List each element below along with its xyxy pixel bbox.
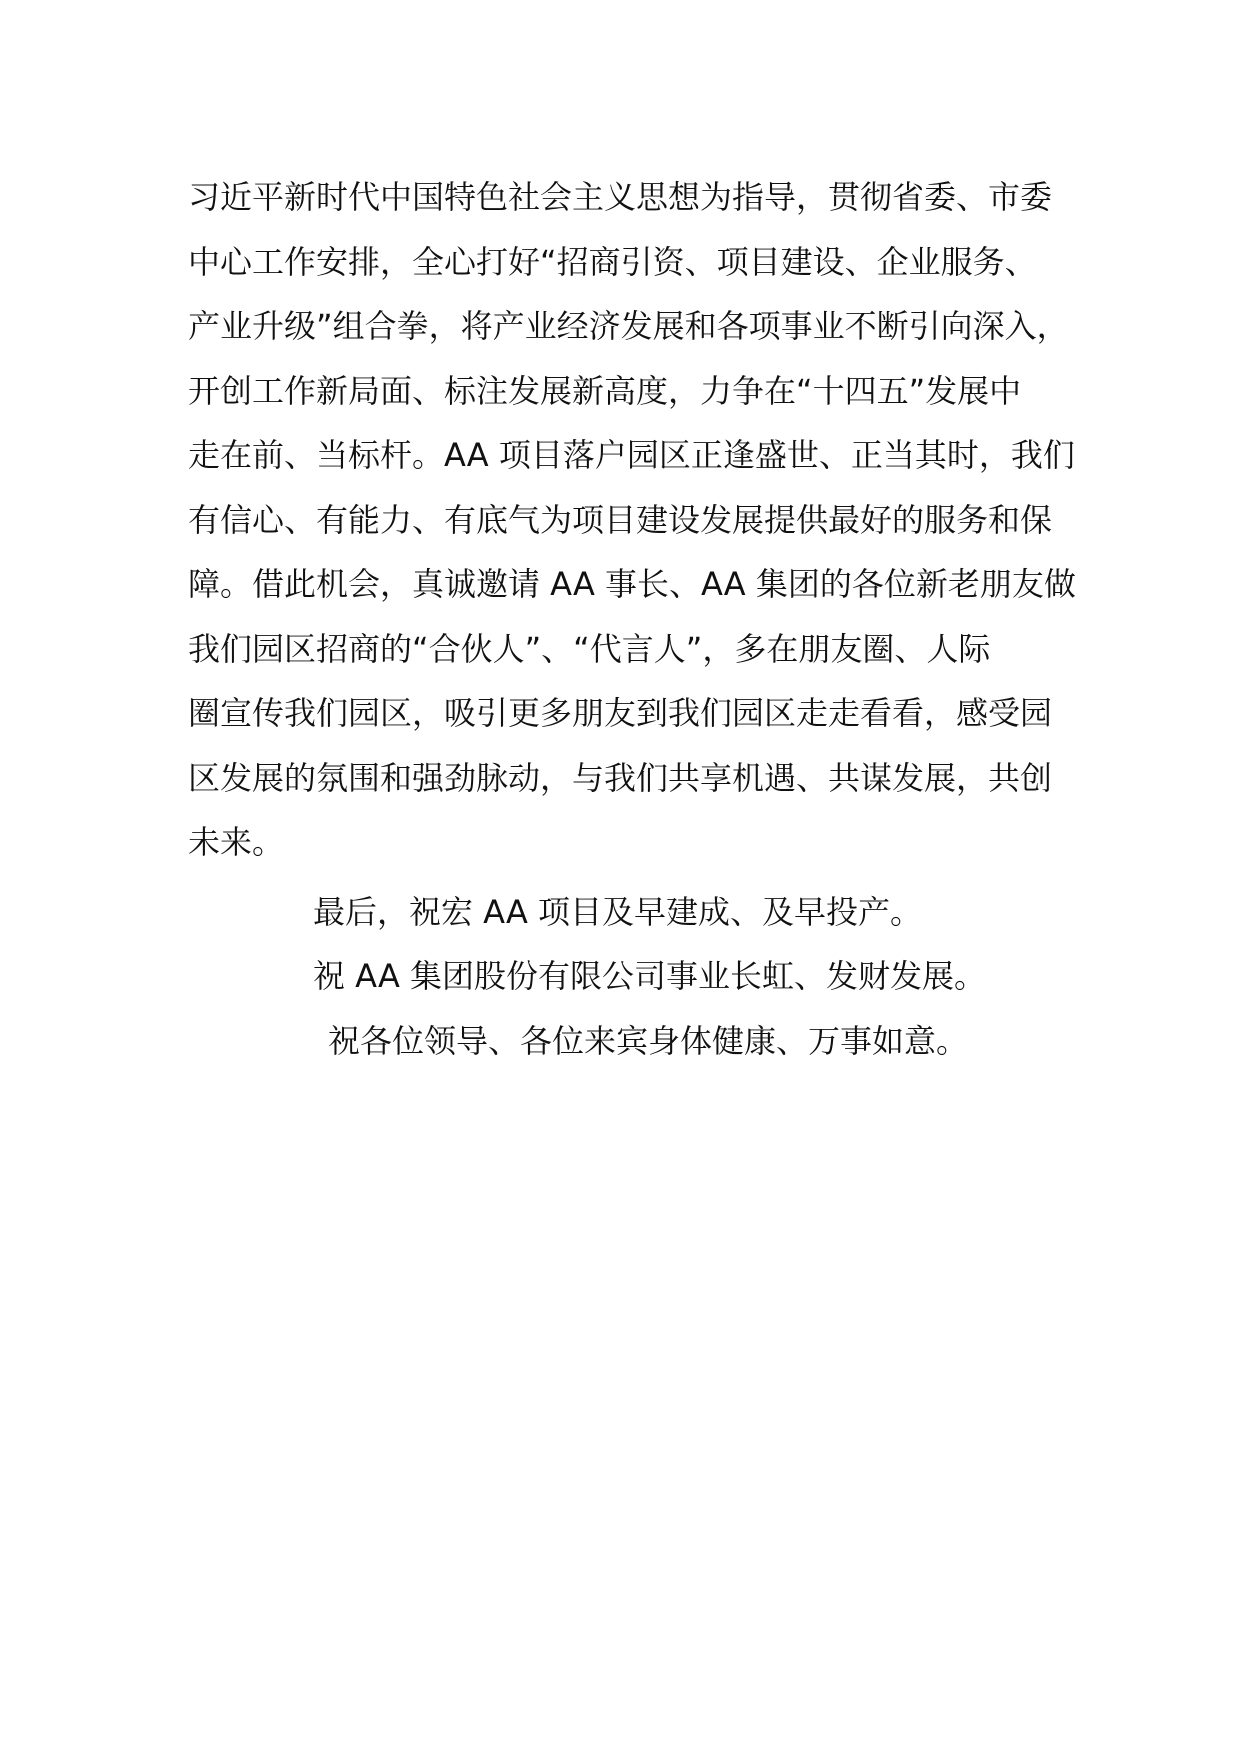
paragraph-line: 习近平新时代中国特色社会主义思想为指导，贯彻省委、市委 (188, 178, 1053, 216)
paragraph-line: 中心工作安排，全心打好“招商引资、项目建设、企业服务、 (188, 242, 1037, 281)
paragraph-line: 障。借此机会，真诚邀请 AA 事长、AA 集团的各位新老朋友做 (188, 565, 1076, 603)
paragraph-line: 开创工作新局面、标注发展新高度，力争在“十四五”发展中 (188, 371, 1022, 410)
paragraph-line: 区发展的氛围和强劲脉动，与我们共享机遇、共谋发展，共创 (188, 758, 1053, 797)
speech-paragraph (188, 165, 1088, 875)
paragraph-line: 未来。 (188, 823, 285, 861)
paragraph-line: 走在前、当标杆。AA 项目落户园区正逢盛世、正当其时，我们 (188, 436, 1075, 474)
paragraph-line: 我们园区招商的“合伙人”、“代言人”，多在朋友圈、人际 (188, 629, 991, 668)
paragraph-line: 圈宣传我们园区，吸引更多朋友到我们园区走走看看，感受园 (188, 694, 1053, 732)
closing-wish-guests: 祝各位领导、各位来宾身体健康、万事如意。 (328, 1022, 969, 1060)
paragraph-line: 有信心、有能力、有底气为项目建设发展提供最好的服务和保 (188, 500, 1053, 539)
closing-wish-company: 祝 AA 集团股份有限公司事业长虹、发财发展。 (313, 957, 987, 995)
closing-wish-project: 最后，祝宏 AA 项目及早建成、及早投产。 (313, 893, 923, 931)
paragraph-line: 产业升级”组合拳，将产业经济发展和各项事业不断引向深入， (188, 307, 1069, 345)
